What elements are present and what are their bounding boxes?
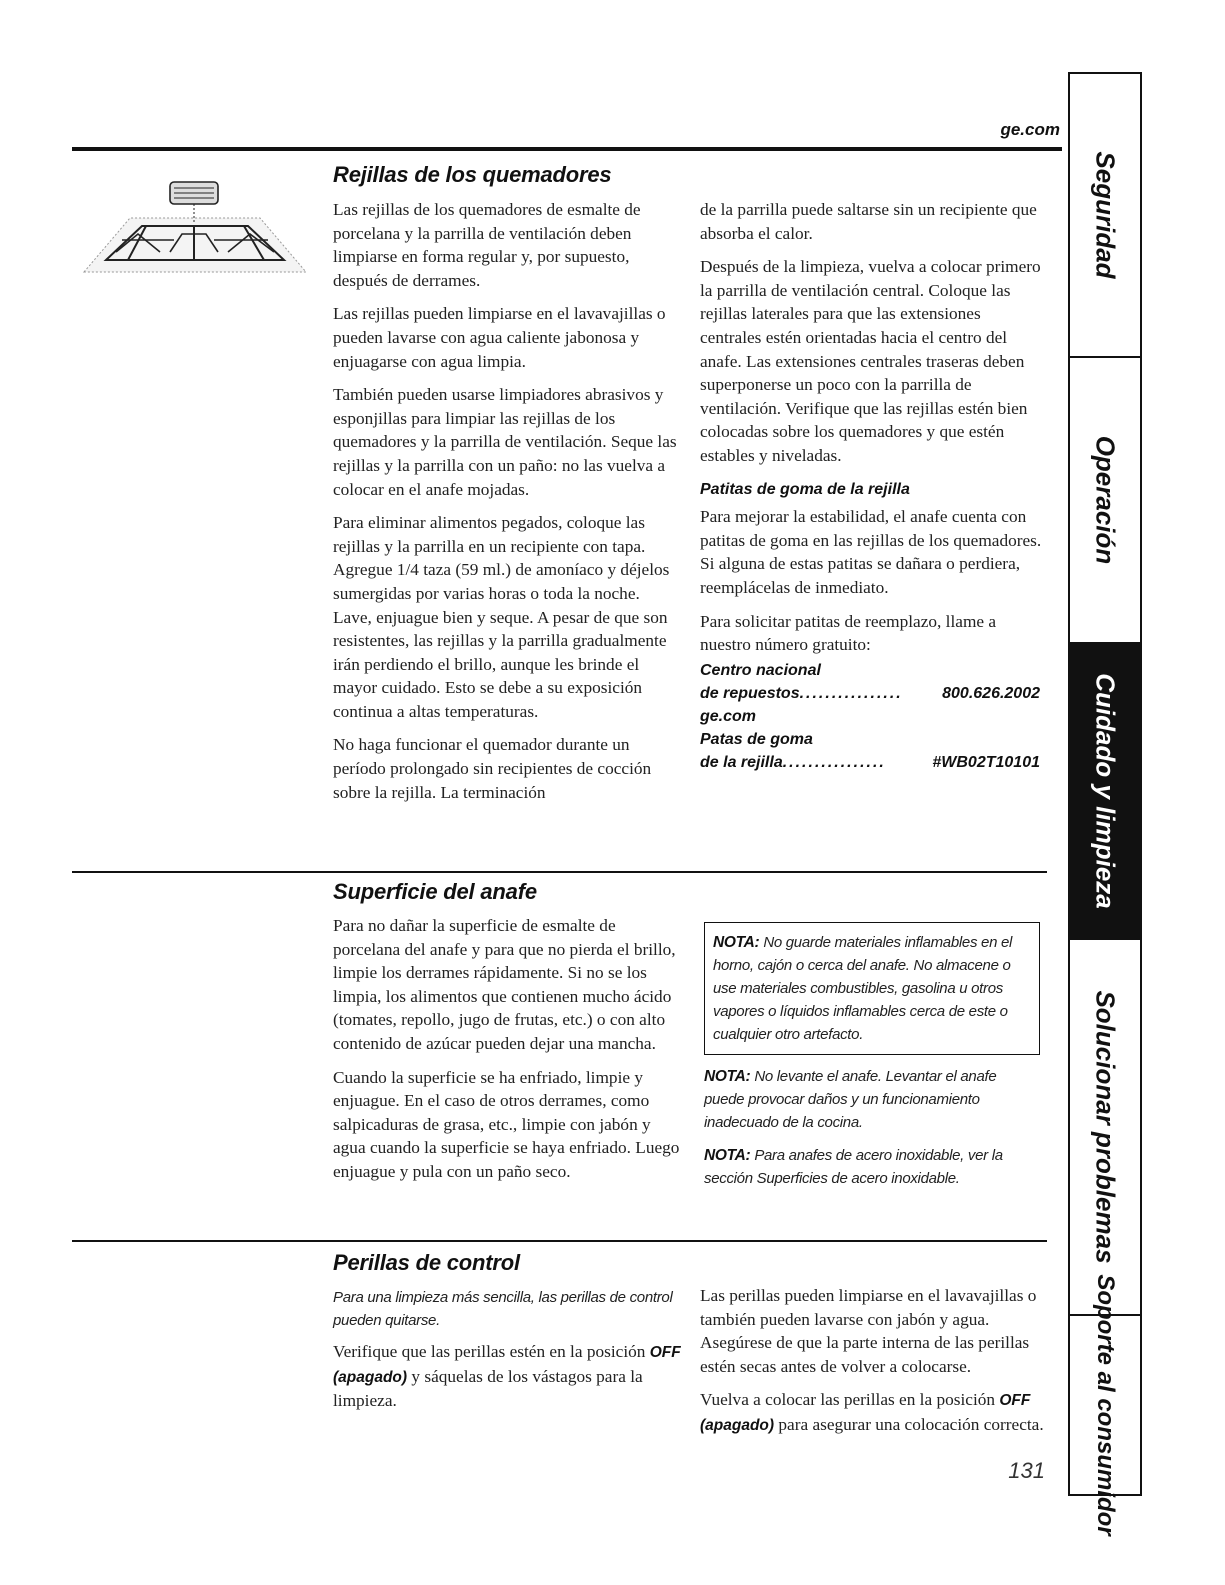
- text: Vuelva a colocar las perillas en la posición: [700, 1390, 1000, 1410]
- knobs-column-1: [333, 1286, 681, 1413]
- section-divider: [72, 1240, 1047, 1242]
- parts-phone-row: [700, 682, 1040, 705]
- note-label: NOTA:: [704, 1147, 751, 1164]
- parts-number-row: [700, 751, 1040, 774]
- tab-label: Solucionar problemas: [1090, 990, 1121, 1264]
- page-number: 131: [1008, 1458, 1045, 1483]
- paragraph: de la parrilla puede saltarse sin un recipiente que absorba el calor.: [700, 200, 1037, 243]
- parts-label: de repuestos: [700, 684, 800, 702]
- parts-phone: 800.626.2002: [942, 684, 1040, 702]
- note-label: NOTA:: [704, 1068, 751, 1085]
- warning-note-box: [704, 922, 1040, 1055]
- paragraph: Para mejorar la estabilidad, el anafe cuenta con patitas de goma en las rejillas de los quemadores. Si alguna de estas patitas se dañara o perdiera, reemplácelas de inmediato.: [700, 507, 1042, 597]
- paragraph: Para no dañar la superficie de esmalte de porcelana del anafe y para que no pierda el brillo, limpie los derrames rápidamente. Si no se los limpia, los alimentos que contienen mucho ácido (tomates, repollo, jugo de frutas, etc.) o con alto contenido de azúcar pueden dejar una mancha.: [333, 916, 676, 1053]
- parts-part-number: #WB02T10101: [932, 753, 1040, 771]
- tab-cuidado-y-limpieza[interactable]: [1070, 642, 1140, 938]
- site-url: ge.com: [1000, 120, 1060, 139]
- note-label: NOTA:: [713, 934, 760, 951]
- section-title-cooktop: Superficie del anafe: [333, 879, 537, 904]
- text: Verifique que las perillas estén en la posición: [333, 1342, 650, 1361]
- note-stainless: [704, 1144, 1034, 1190]
- cooktop-column-1: [333, 914, 681, 1194]
- note-lift: [704, 1065, 1034, 1134]
- subheading-rubber-feet: Patitas de goma de la rejilla: [700, 480, 910, 498]
- parts-line: Centro nacional: [700, 661, 821, 679]
- paragraph: No haga funcionar el quemador durante un período prolongado sin recipientes de cocción sobre la rejilla. La terminación: [333, 735, 652, 802]
- tab-label: Operación: [1090, 435, 1121, 565]
- grates-column-2: [700, 198, 1045, 774]
- tab-label: Seguridad: [1090, 151, 1121, 279]
- section-tabs: [1068, 72, 1142, 1536]
- knobs-intro: Para una limpieza más sencilla, las perillas de control pueden quitarse.: [333, 1289, 673, 1329]
- tab-seguridad[interactable]: [1070, 74, 1140, 356]
- tab-label: Soporte al consumidor: [1092, 1274, 1119, 1536]
- leader-dots: ................: [799, 684, 903, 702]
- tab-label: Cuidado y limpieza: [1090, 673, 1121, 909]
- paragraph: Las rejillas de los quemadores de esmalte de porcelana y la parrilla de ventilación deben limpiarse en forma regular y, por supuesto, después de derrames.: [333, 200, 641, 290]
- top-rule: [72, 147, 1062, 151]
- leader-dots: ................: [782, 753, 886, 771]
- paragraph: Después de la limpieza, vuelva a colocar primero la parrilla de ventilación central. Coloque las rejillas laterales para que las extensiones centrales estén orientadas hacia el centro del anafe. Las extensiones centrales traseras deben superponerse un poco con la parrilla de ventilación. Verifique que las rejillas estén bien colocadas sobre los quemadores y que estén estables y niveladas.: [700, 257, 1041, 465]
- text: y sáquelas de los vástagos para la limpieza.: [333, 1366, 643, 1411]
- tab-solucionar-problemas[interactable]: [1070, 938, 1140, 1314]
- parts-label: de la rejilla: [700, 753, 783, 771]
- off-label: OFF (apagado): [700, 1392, 1031, 1434]
- grates-column-1: [333, 198, 681, 814]
- section-divider: [72, 871, 1047, 873]
- paragraph: Para solicitar patitas de reemplazo, llame a nuestro número gratuito:: [700, 611, 997, 655]
- paragraph: Las perillas pueden limpiarse en el lavavajillas o también pueden lavarse con jabón y agua. Asegúrese de que la parte interna de las perillas estén secas antes de volver a colocarse.: [700, 1286, 1037, 1376]
- text: para asegurar una colocación correcta.: [774, 1414, 1044, 1434]
- paragraph: Las rejillas pueden limpiarse en el lavavajillas o pueden lavarse con agua caliente jabonosa y enjuagarse con agua limpia.: [333, 304, 666, 371]
- cooktop-grates-illustration-icon: [78, 160, 310, 286]
- section-title-knobs: Perillas de control: [333, 1250, 520, 1275]
- off-label: OFF (apagado): [333, 1344, 681, 1386]
- knobs-column-2: [700, 1284, 1045, 1448]
- paragraph: [333, 1340, 681, 1413]
- paragraph: Cuando la superficie se ha enfriado, limpie y enjuague. En el caso de otros derrames, como salpicaduras de grasa, etc., limpie con jabón y agua cuando la superficie se haya enfriado. Luego enjuague y pula con un paño seco.: [333, 1067, 680, 1181]
- note-text: No guarde materiales inflamables en el horno, cajón o cerca del anafe. No almacene o use materiales combustibles, gasolina u otros vapores o líquidos inflamables cerca de este o cualquier otro artefacto.: [713, 934, 1013, 1043]
- note-text: Para anafes de acero inoxidable, ver la sección Superficies de acero inoxidable.: [704, 1147, 1003, 1187]
- parts-web: ge.com: [700, 707, 757, 725]
- note-text: No levante el anafe. Levantar el anafe puede provocar daños y un funcionamiento inadecuado de la cocina.: [704, 1068, 997, 1131]
- section-title-grates: Rejillas de los quemadores: [333, 162, 612, 187]
- cooktop-notes: [704, 922, 1040, 1190]
- paragraph: [700, 1388, 1045, 1437]
- parts-contact-list: [700, 659, 1045, 774]
- tab-soporte-al-consumidor[interactable]: [1070, 1274, 1140, 1536]
- parts-line: Patas de goma: [700, 730, 813, 748]
- paragraph: Para eliminar alimentos pegados, coloque las rejillas y la parrilla en un recipiente con tapa. Agregue 1/4 taza (59 ml.) de amoníaco y déjelos sumergidas por varias horas o toda la noche. Lave, enjuague bien y seque. A pesar de que son resistentes, las rejillas y la parrilla gradualmente irán perdiendo el brillo, aunque les brinde el mayor cuidado. Esto se debe a su exposición continua a altas temperaturas.: [333, 513, 670, 721]
- paragraph: También pueden usarse limpiadores abrasivos y esponjillas para limpiar las rejillas de los quemadores y la parrilla de ventilación. Seque las rejillas y la parrilla con un paño: no las vuelva a colocar en el anafe mojadas.: [333, 385, 677, 499]
- tab-operacion[interactable]: [1070, 356, 1140, 642]
